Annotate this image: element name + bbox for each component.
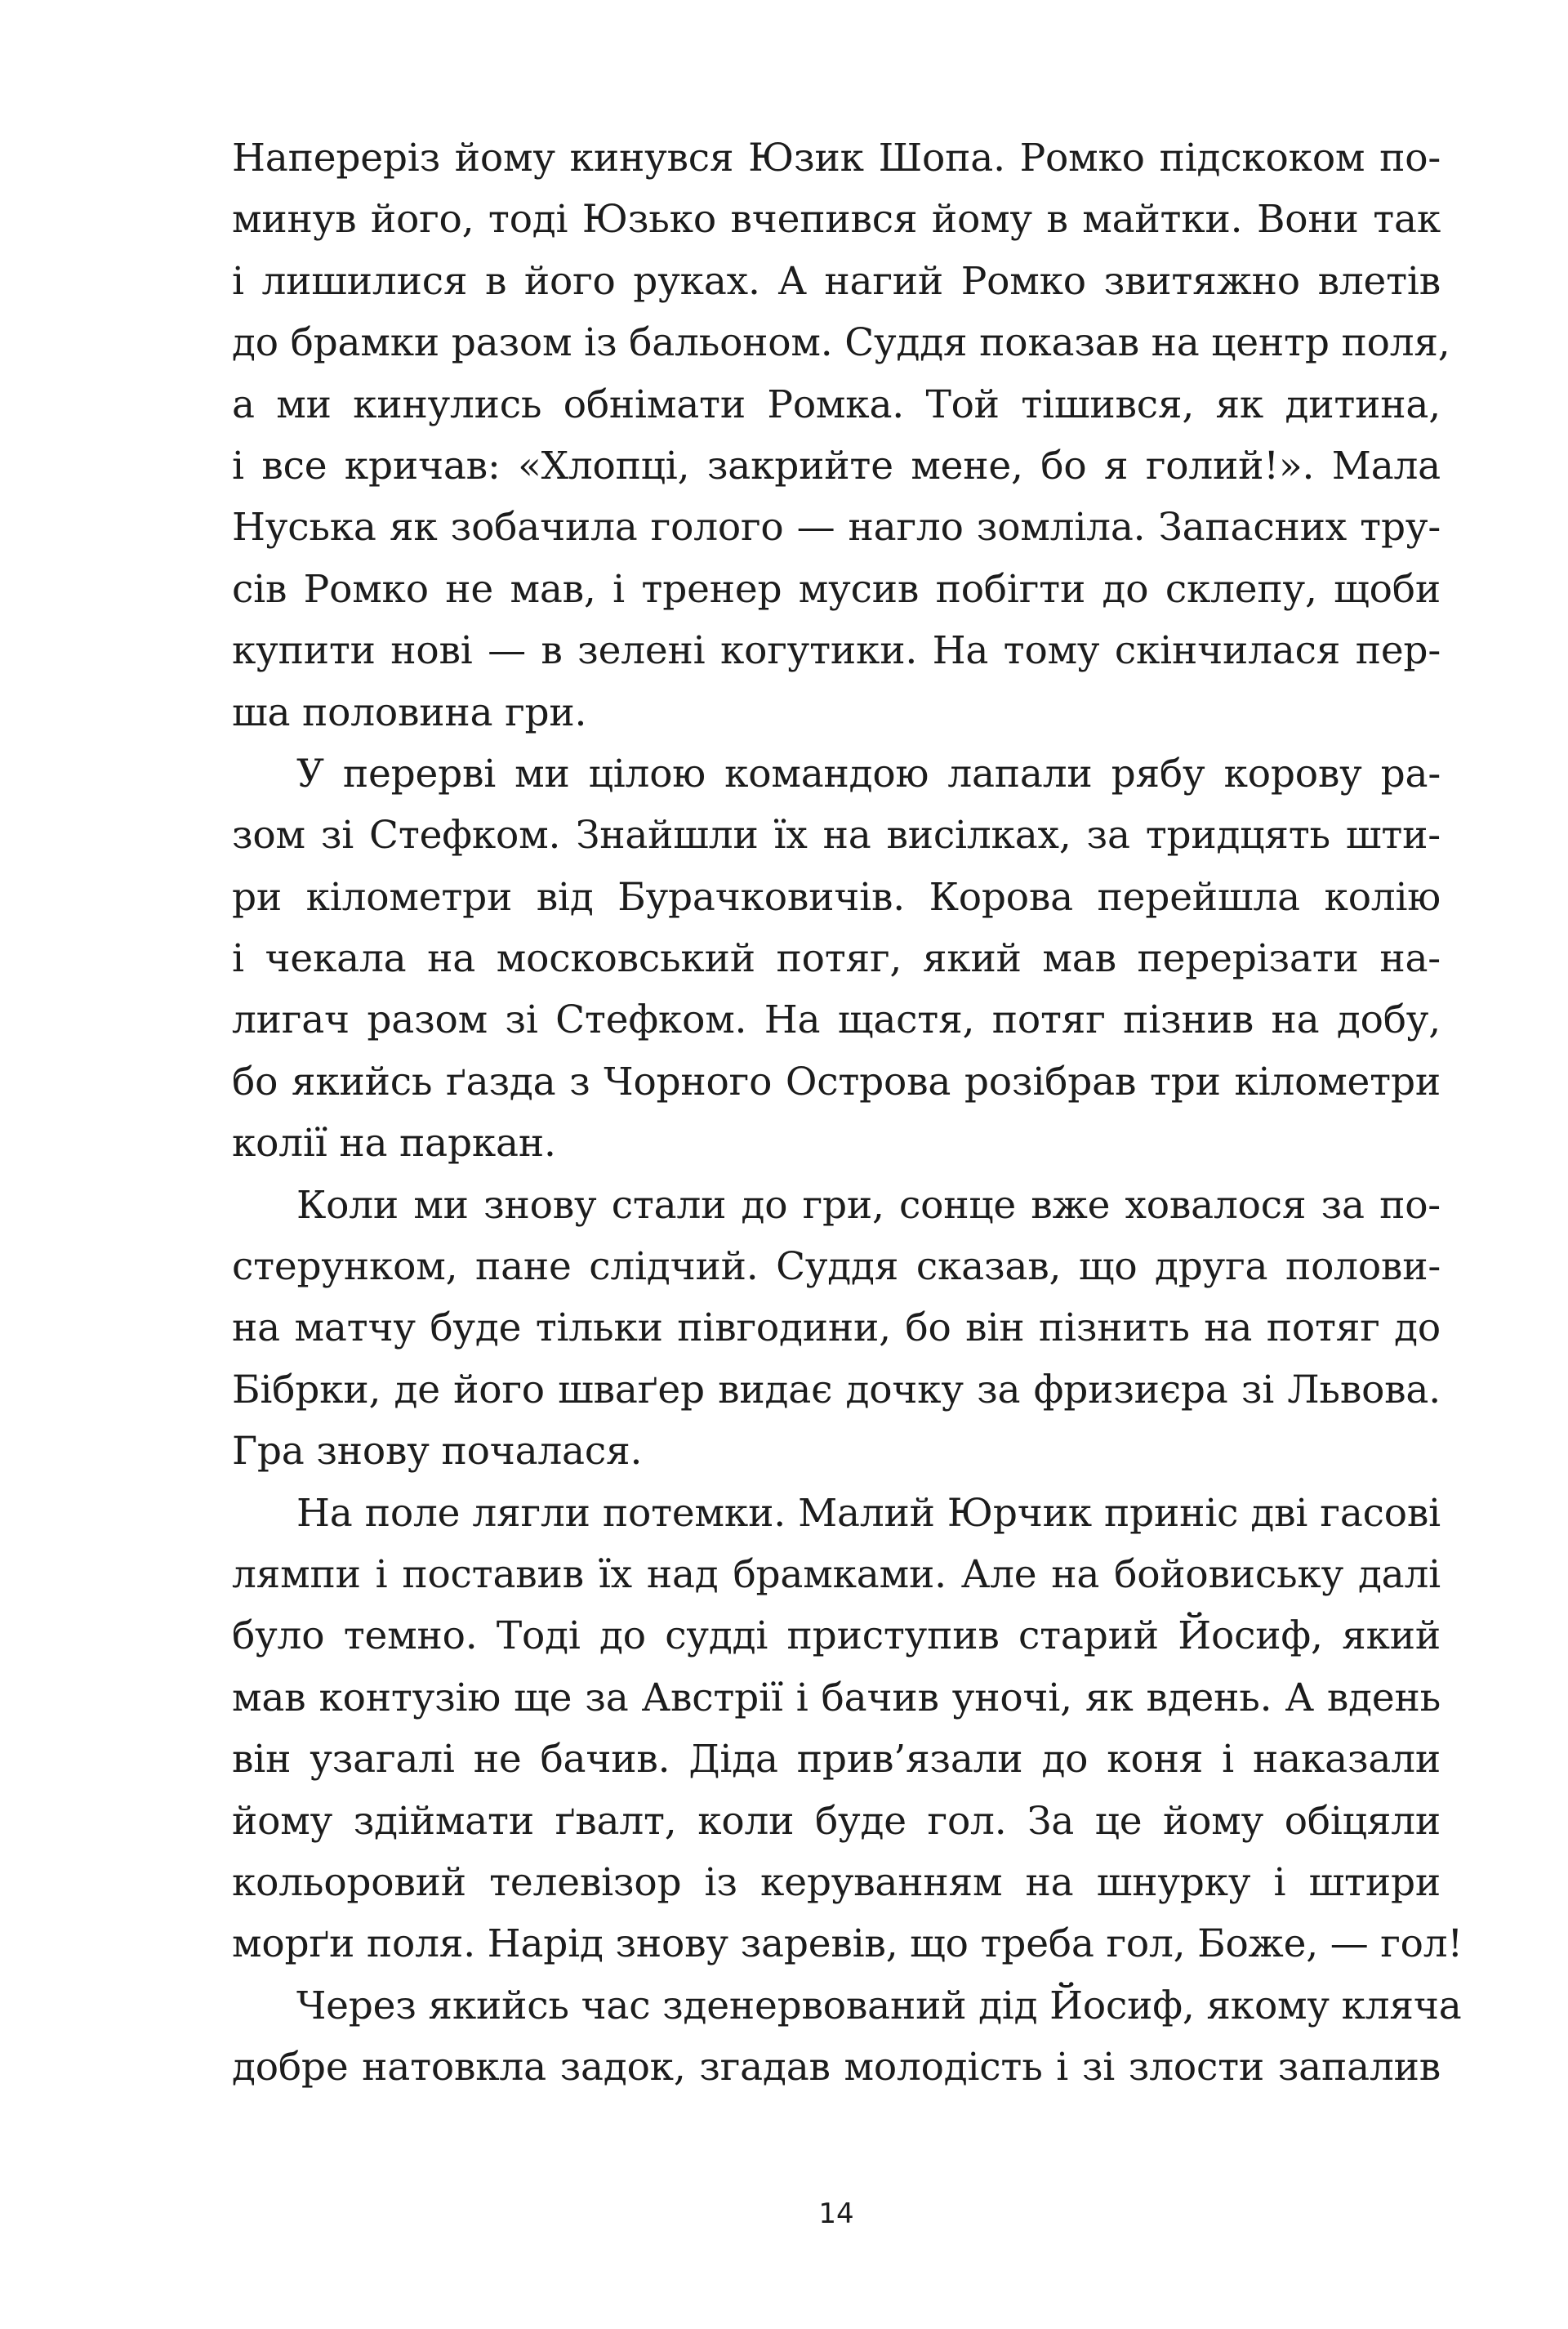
paragraph-3 [232,1175,1441,1483]
text-line: Напереріз йому кинувся Юзик Шопа. Ромко підскоком по- [232,136,1441,181]
text-line: а ми кинулись обнімати Ромка. Той тішився, як дитина, [232,381,1441,427]
text-line: мав контузію ще за Австрії і бачив уночі, як вдень. А вдень [232,1675,1441,1720]
text-line: було темно. Тоді до судді приступив старий Йосиф, який [232,1613,1441,1659]
text-line: і чекала на московський потяг, який мав перерізати на- [232,936,1441,982]
text-line: добре натовкла задок, згадав молодість і зі злости запалив [232,2045,1441,2090]
text-line: сів Ромко не мав, і тренер мусив побігти до склепу, щоби [232,566,1441,612]
paragraph-4 [232,1483,1463,1975]
text-line: на матчу буде тільки півгодини, бо він пізнить на потяг до [232,1305,1441,1351]
text-line: і все кричав: «Хлопці, закрийте мене, бо я голий!». Мала [232,443,1441,489]
text-line: стерунком, пане слідчий. Суддя сказав, що друга полови- [232,1244,1441,1290]
text-line: йому здіймати ґвалт, коли буде гол. За це йому обіцяли [232,1798,1441,1844]
text-line: і лишилися в його руках. А нагий Ромко звитяжно влетів [232,258,1441,304]
text-line: кольоровий телевізор із керуванням на шнурку і штири [232,1859,1441,1905]
text-line: ша половина гри. [232,689,587,735]
text-line: до брамки разом із бальоном. Суддя показав на центр поля, [232,320,1450,366]
text-line: На поле лягли потемки. Малий Юрчик приніс дві гасові [296,1490,1441,1536]
text-line: зом зі Стефком. Знайшли їх на висілках, за тридцять шти- [232,813,1441,859]
text-line: він узагалі не бачив. Діда прив’язали до коня і наказали [232,1737,1441,1782]
text-line: У перерві ми цілою командою лапали рябу корову ра- [296,751,1441,796]
text-line: Гра знову почалася. [232,1429,643,1475]
text-line: купити нові — в зелені когутики. На тому скінчилася пер- [232,628,1441,674]
text-line: лямпи і поставив їх над брамками. Але на бойовиську далі [232,1551,1441,1597]
text-line: ри кілометри від Бурачковичів. Корова перейшла колію [232,874,1441,920]
text-line: бо якийсь ґазда з Чорного Острова розібрав три кілометри [232,1059,1441,1104]
text-line: минув його, тоді Юзько вчепився йому в майтки. Вони так [232,197,1441,243]
text-line: Нуська як зобачила голого — нагло зомліла. Запасних тру- [232,505,1441,551]
text-line: колії на паркан. [232,1121,556,1167]
text-line: Коли ми знову стали до гри, сонце вже ховалося за по- [296,1182,1441,1228]
page-number: 14 [818,2197,854,2230]
text-line: морґи поля. Нарід знову заревів, що треба гол, Боже, — гол! [232,1921,1463,1967]
paragraph-1 [232,127,1450,743]
text-line: Бібрки, де його шваґер видає дочку за фризиєра зі Львова. [232,1367,1441,1412]
body-text [232,127,1463,2099]
paragraph-2 [232,743,1441,1175]
text-line: лигач разом зі Стефком. На щастя, потяг пізнив на добу, [232,997,1441,1043]
paragraph-5 [232,1975,1462,2099]
text-line: Через якийсь час зденервований дід Йосиф, якому кляча [296,1983,1462,2028]
